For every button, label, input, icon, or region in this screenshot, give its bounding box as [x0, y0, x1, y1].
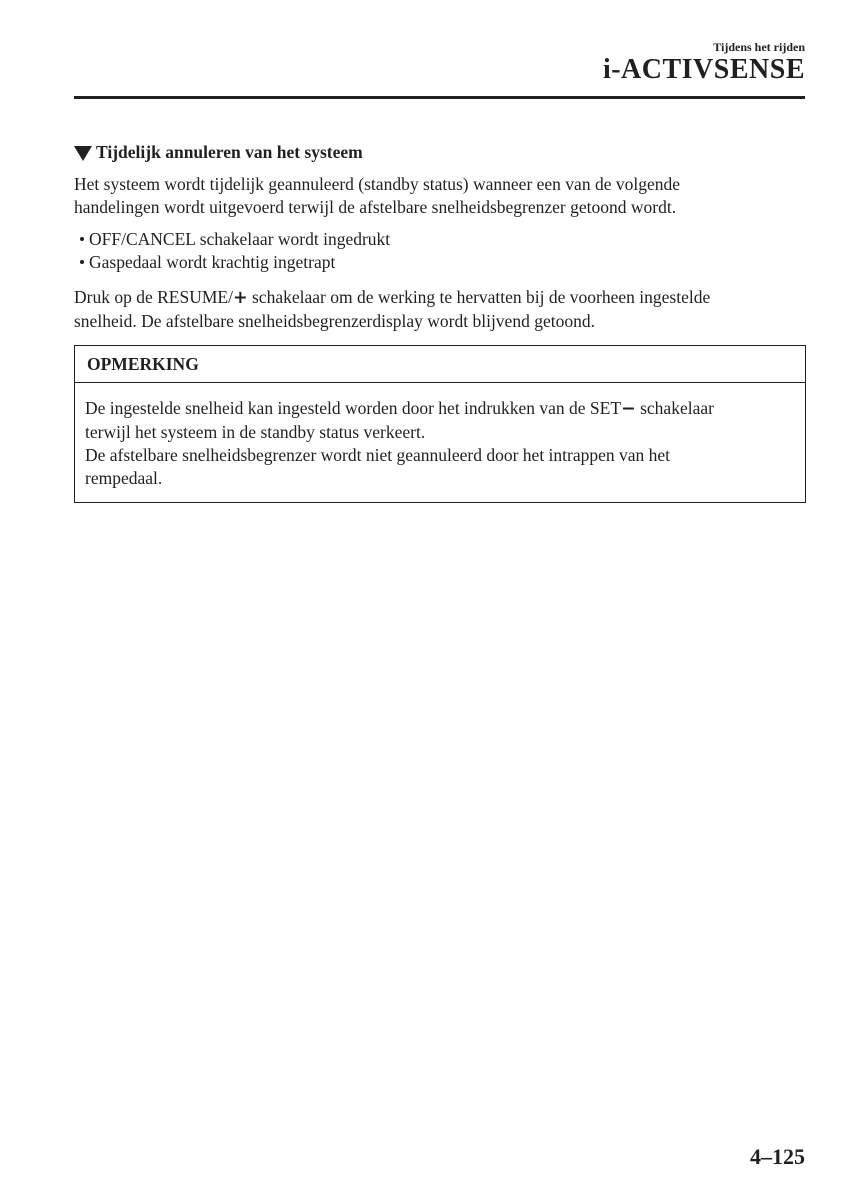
section-heading-text: Tijdelijk annuleren van het systeem — [96, 142, 363, 162]
triangle-down-icon — [74, 146, 92, 161]
running-header-chapter: i-ACTIVSENSE — [602, 54, 805, 85]
resume-line: snelheid. De afstelbare snelheidsbegrenzerdisplay wordt blijvend getoond. — [74, 310, 595, 331]
section-heading — [74, 142, 806, 163]
page-number: 4–125 — [750, 1144, 805, 1169]
resume-text-before: Druk op de RESUME/ — [74, 287, 233, 307]
page-content — [74, 142, 806, 503]
note-line: rempedaal. — [85, 468, 163, 488]
resume-line — [74, 286, 806, 310]
note-title: OPMERKING — [75, 346, 805, 383]
minus-icon: − — [621, 399, 636, 419]
list-item — [74, 251, 806, 274]
intro-line: Het systeem wordt tijdelijk geannuleerd (standby status) wanneer een van de volgende — [74, 174, 680, 194]
note-body — [75, 383, 805, 502]
running-header-section: Tijdens het rijden — [713, 40, 805, 54]
list-item — [74, 228, 806, 251]
note-line: terwijl het systeem in de standby status verkeert. — [85, 422, 426, 442]
resume-text-after: schakelaar om de werking te hervatten bij de voorheen ingestelde — [247, 287, 711, 307]
header-divider — [74, 96, 805, 99]
condition-list — [74, 228, 806, 274]
note-box — [74, 345, 806, 503]
intro-line: handelingen wordt uitgevoerd terwijl de afstelbare snelheidsbegrenzer getoond wordt. — [74, 196, 677, 217]
note-text-after: schakelaar — [635, 398, 714, 418]
note-text-before: De ingestelde snelheid kan ingesteld worden door het indrukken van de SET — [85, 398, 622, 418]
plus-icon: + — [232, 288, 248, 308]
intro-paragraph — [74, 173, 806, 218]
note-line: De afstelbare snelheidsbegrenzer wordt niet geannuleerd door het intrappen van het — [85, 445, 671, 465]
note-line — [85, 397, 795, 421]
list-item-text: Gaspedaal wordt krachtig ingetrapt — [89, 252, 336, 272]
resume-paragraph — [74, 286, 806, 332]
bullet-icon — [80, 237, 84, 241]
list-item-text: OFF/CANCEL schakelaar wordt ingedrukt — [89, 229, 391, 249]
bullet-icon — [80, 260, 84, 264]
